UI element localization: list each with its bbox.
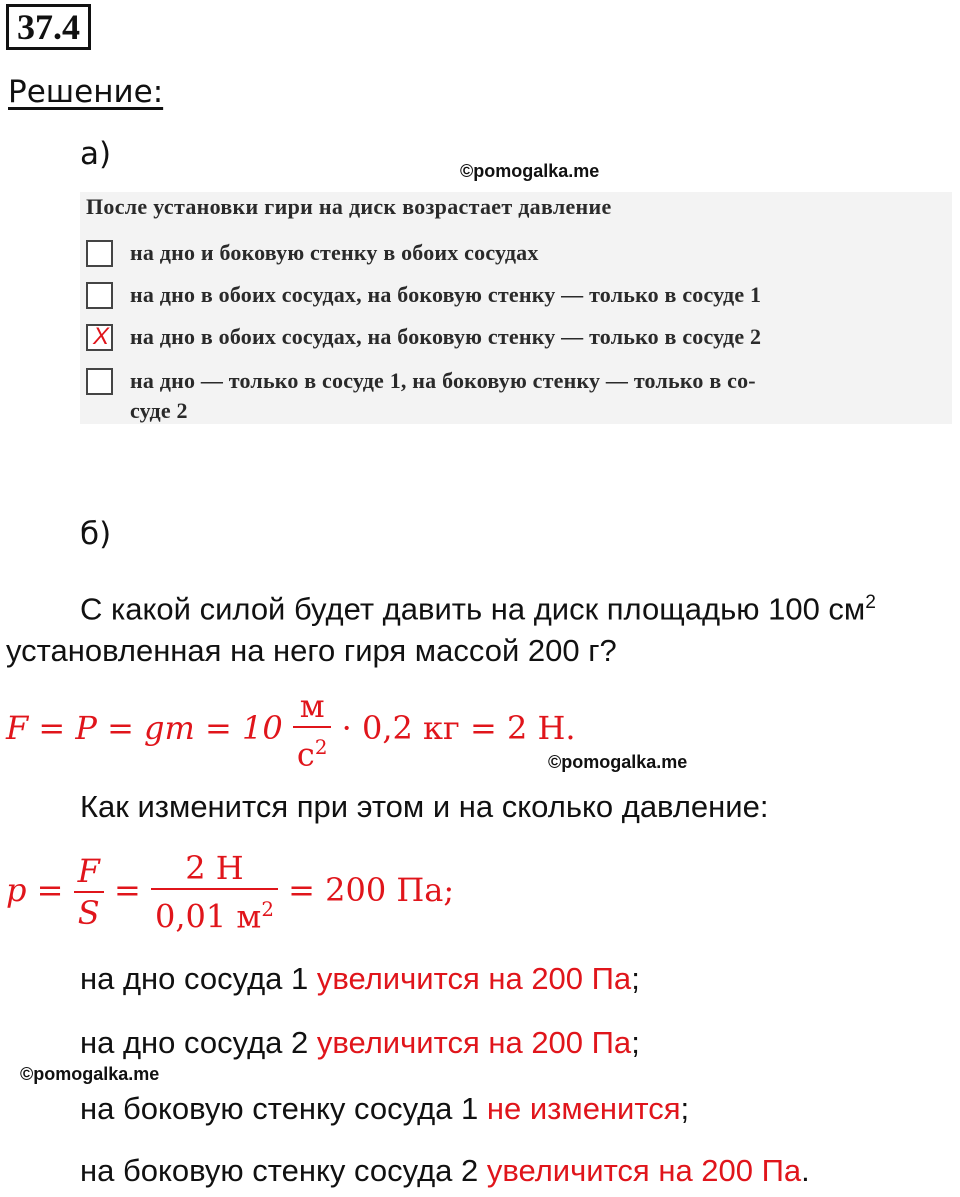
formula-pressure [6, 848, 454, 937]
superscript: 2 [865, 592, 876, 613]
watermark: ©pomogalka.me [20, 1064, 160, 1084]
answer-3 [80, 1090, 689, 1128]
option-text-line1: на дно — только в сосуде 1, на боковую стенку — только в со- [130, 368, 756, 393]
option-text-line2: суде 2 [130, 398, 188, 423]
option-text: на дно в обоих сосудах, на боковую стенку — только в сосуде 2 [130, 324, 762, 349]
checkbox[interactable] [86, 240, 113, 267]
fraction-f-s [74, 851, 104, 933]
formula-p: p = [6, 870, 64, 909]
formula-rhs: · 0,2 кг = 2 Н. [341, 708, 576, 747]
equals-sign: = [114, 870, 141, 909]
watermark: ©pomogalka.me [548, 752, 688, 772]
answer-suffix: . [801, 1153, 810, 1188]
fraction-m-s2 [293, 686, 332, 775]
answer-2 [80, 1024, 640, 1062]
x-mark-icon: X [93, 323, 110, 350]
formula-force [6, 686, 576, 775]
answer-value: увеличится на 200 Па [486, 1153, 802, 1188]
problem-number: 37.4 [6, 4, 91, 50]
answer-suffix: ; [631, 1025, 640, 1060]
formula-rhs: = 200 Па; [288, 870, 455, 909]
scan-question: После установки гири на диск возрастает давление [86, 194, 612, 219]
part-b-label: б) [80, 516, 112, 552]
scanned-question-block [80, 192, 952, 424]
answer-1 [80, 960, 640, 998]
fraction-denominator: $с^2$ [296, 735, 328, 774]
answer-prefix: на дно сосуда 1 [80, 961, 317, 996]
fraction-numerator: 2 Н [151, 848, 278, 890]
part-a-label: а) [80, 136, 112, 172]
question-text: С какой силой будет давить на диск площадью 100 см [80, 591, 866, 627]
solution-heading: Решение: [8, 74, 164, 110]
checkbox[interactable] [86, 282, 113, 309]
answer-value: увеличится на 200 Па [316, 961, 632, 996]
answer-value: не изменится [486, 1091, 681, 1126]
formula-lhs: F = P = gm = 10 [6, 708, 283, 747]
checkbox-checked[interactable] [86, 324, 113, 351]
answer-suffix: ; [631, 961, 640, 996]
question-2: Как изменится при этом и на сколько давление: [80, 789, 769, 824]
fraction-numerator: F [74, 851, 104, 893]
fraction-values [151, 848, 278, 937]
fraction-denominator: S [77, 894, 100, 933]
option-text: на дно и боковую стенку в обоих сосудах [130, 240, 539, 265]
answer-suffix: ; [680, 1091, 690, 1126]
question-line-2: установленная на него гиря массой 200 г? [6, 633, 617, 668]
answer-4 [80, 1152, 810, 1190]
answer-prefix: на дно сосуда 2 [80, 1025, 317, 1060]
option-text: на дно в обоих сосудах, на боковую стенку — только в сосуде 1 [130, 282, 762, 307]
fraction-numerator: м [293, 686, 332, 728]
option-text [130, 366, 756, 426]
question-line-1 [80, 584, 876, 628]
answer-value: увеличится на 200 Па [316, 1025, 632, 1060]
watermark: ©pomogalka.me [460, 161, 600, 181]
checkbox[interactable] [86, 368, 113, 395]
answer-prefix: на боковую стенку сосуда 1 [80, 1091, 487, 1126]
fraction-denominator: 0,01 $м^2$ [155, 897, 274, 936]
answer-prefix: на боковую стенку сосуда 2 [80, 1153, 487, 1188]
